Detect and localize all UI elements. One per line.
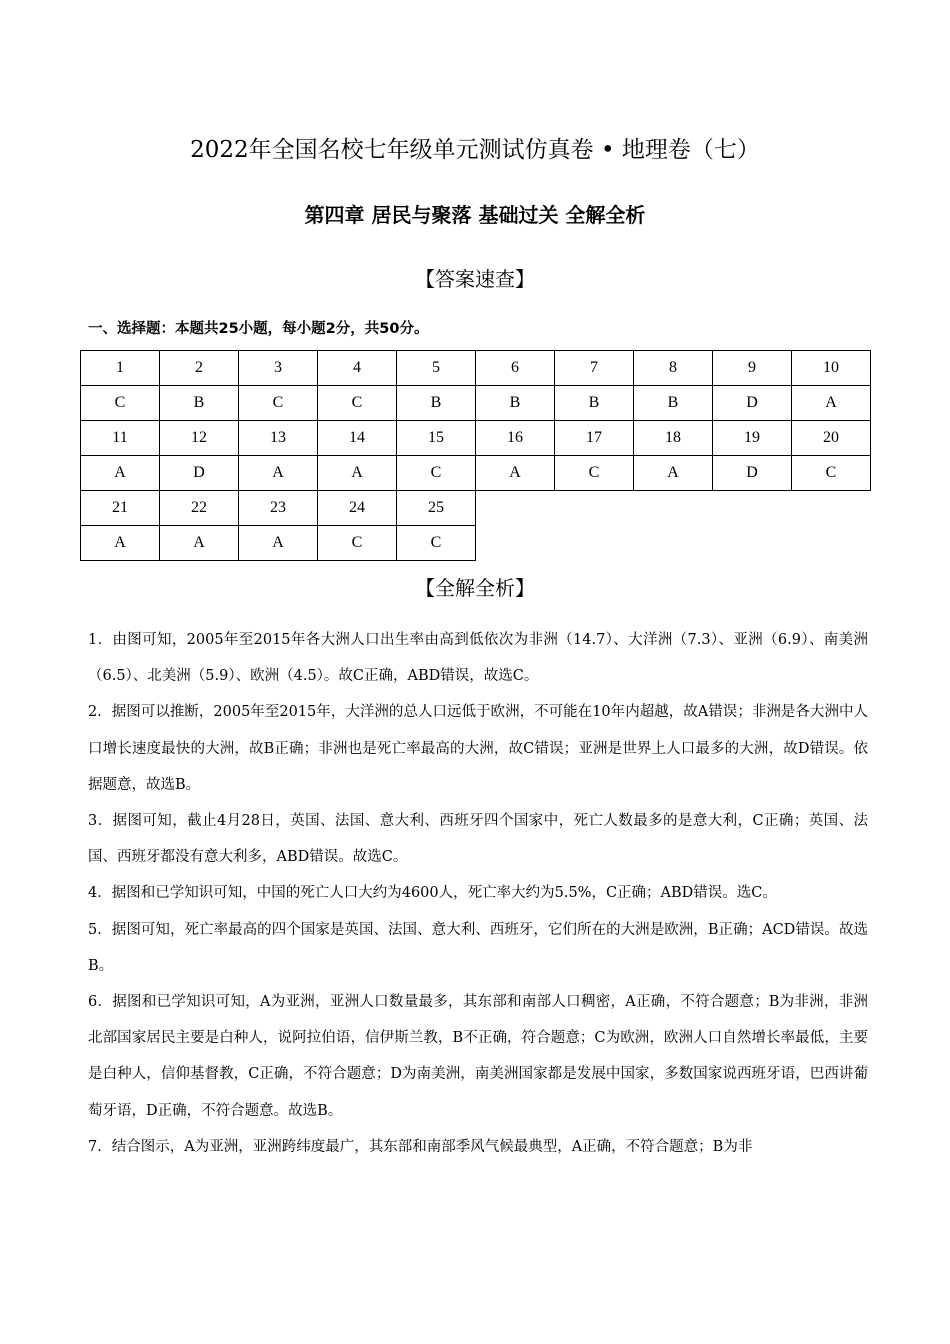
- answer-cell: A: [239, 456, 318, 491]
- analysis-paragraph: 7．结合图示，A为亚洲，亚洲跨纬度最广，其东部和南部季风气候最典型，A正确，不符合题意；B为非: [88, 1138, 753, 1155]
- answer-cell: B: [397, 386, 476, 421]
- question-number: 7: [555, 351, 634, 386]
- answer-cell: C: [239, 386, 318, 421]
- question-number: 20: [792, 421, 871, 456]
- answer-cell: D: [160, 456, 239, 491]
- question-number: 5: [397, 351, 476, 386]
- question-number: 9: [713, 351, 792, 386]
- analysis-paragraph: 6．据图和已学知识可知，A为亚洲，亚洲人口数量最多，其东部和南部人口稠密，A正确，不符合题意；B为非洲，非洲北部国家居民主要是白种人，说阿拉伯语，信伊斯兰教，B不正确，符合题意；C为欧洲，欧洲人口自然增长率最低，主要是白种人，信仰基督教，C正确，不符合题意；D为南美洲，南美洲国家都是发展中国家，多数国家说西班牙语，巴西讲葡萄牙语，D正确，不符合题意。故选B。: [88, 994, 868, 1119]
- question-number: 11: [81, 421, 160, 456]
- question-number: 15: [397, 421, 476, 456]
- table-row: [81, 456, 871, 491]
- answer-cell: A: [318, 456, 397, 491]
- answer-section-title: 【答案速查】: [415, 267, 535, 291]
- question-number: 2: [160, 351, 239, 386]
- answer-cell: A: [160, 526, 239, 561]
- question-number: 6: [476, 351, 555, 386]
- answer-cell: C: [792, 456, 871, 491]
- answer-cell: D: [713, 456, 792, 491]
- answer-cell: B: [634, 386, 713, 421]
- table-row: [81, 491, 871, 526]
- answer-cell: A: [634, 456, 713, 491]
- question-number: 18: [634, 421, 713, 456]
- question-number: 13: [239, 421, 318, 456]
- table-row: [81, 421, 871, 456]
- question-number: 23: [239, 491, 318, 526]
- analysis-paragraph: 3．据图可知，截止4月28日，英国、法国、意大利、西班牙四个国家中，死亡人数最多的是意大利，C正确；英国、法国、西班牙都没有意大利多，ABD错误。故选C。: [88, 813, 868, 866]
- answer-cell: C: [397, 456, 476, 491]
- answer-cell: B: [476, 386, 555, 421]
- question-number: 3: [239, 351, 318, 386]
- question-number: 1: [81, 351, 160, 386]
- table-row: [81, 526, 871, 561]
- answer-cell: A: [476, 456, 555, 491]
- answer-cell: C: [318, 526, 397, 561]
- answer-cell: D: [713, 386, 792, 421]
- analysis-paragraph: 1．由图可知，2005年至2015年各大洲人口出生率由高到低依次为非洲（14.7）、大洋洲（7.3）、亚洲（6.9）、南美洲（6.5）、北美洲（5.9）、欧洲（4.5）。故C正确，ABD错误，故选C。: [88, 632, 868, 685]
- analysis-section-title: 【全解全析】: [415, 576, 535, 600]
- empty-cell: [476, 526, 871, 561]
- mc-heading: 一、选择题：本题共25小题，每小题2分，共50分。: [88, 321, 429, 337]
- question-number: 8: [634, 351, 713, 386]
- answer-cell: A: [81, 456, 160, 491]
- question-number: 24: [318, 491, 397, 526]
- table-row: [81, 351, 871, 386]
- answer-cell: B: [555, 386, 634, 421]
- empty-cell: [476, 491, 871, 526]
- analysis-paragraph: 4．据图和已学知识可知，中国的死亡人口大约为4600人，死亡率大约为5.5%，C正确；ABD错误。选C。: [88, 885, 777, 902]
- question-number: 14: [318, 421, 397, 456]
- table-row: [81, 386, 871, 421]
- answer-cell: C: [81, 386, 160, 421]
- answer-cell: B: [160, 386, 239, 421]
- answer-cell: C: [318, 386, 397, 421]
- answer-cell: A: [81, 526, 160, 561]
- answer-cell: C: [397, 526, 476, 561]
- answer-table: [80, 350, 871, 561]
- question-number: 17: [555, 421, 634, 456]
- document-title: 2022年全国名校七年级单元测试仿真卷 • 地理卷（七）: [190, 137, 760, 163]
- question-number: 4: [318, 351, 397, 386]
- answer-cell: A: [239, 526, 318, 561]
- question-number: 22: [160, 491, 239, 526]
- analysis-paragraph: 2．据图可以推断，2005年至2015年，大洋洲的总人口远低于欧洲，不可能在10年内超越，故A错误；非洲是各大洲中人口增长速度最快的大洲，故B正确；非洲也是死亡率最高的大洲，故C错误；亚洲是世界上人口最多的大洲，故D错误。依据题意，故选B。: [88, 704, 868, 793]
- question-number: 16: [476, 421, 555, 456]
- question-number: 19: [713, 421, 792, 456]
- question-number: 12: [160, 421, 239, 456]
- question-number: 10: [792, 351, 871, 386]
- analysis-body: [88, 622, 868, 1165]
- answer-cell: A: [792, 386, 871, 421]
- question-number: 25: [397, 491, 476, 526]
- answer-cell: C: [555, 456, 634, 491]
- question-number: 21: [81, 491, 160, 526]
- document-subtitle: 第四章 居民与聚落 基础过关 全解全析: [304, 203, 646, 227]
- analysis-paragraph: 5．据图可知，死亡率最高的四个国家是英国、法国、意大利、西班牙，它们所在的大洲是欧洲，B正确；ACD错误。故选B。: [88, 921, 868, 974]
